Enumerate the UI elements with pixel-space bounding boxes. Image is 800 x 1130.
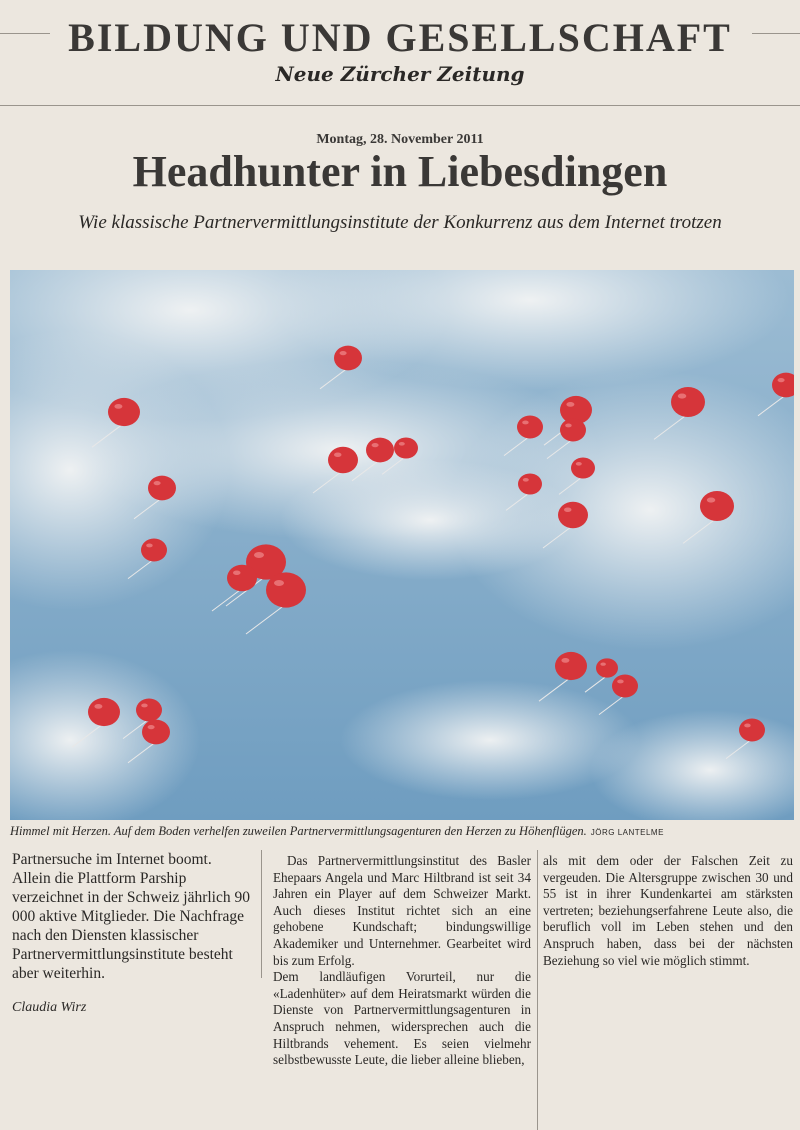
heart-balloon <box>227 565 257 591</box>
heart-balloon <box>88 698 120 726</box>
publication-date: Montag, 28. November 2011 <box>316 132 484 147</box>
heart-balloon <box>394 437 418 458</box>
heart-balloon <box>136 699 162 722</box>
photo-credit: JÖRG LANTELME <box>590 828 664 837</box>
heart-balloon <box>266 572 306 607</box>
section-title: BILDUNG UND GESELLSCHAFT <box>68 15 732 60</box>
photo-illustration <box>10 270 794 820</box>
heart-balloon <box>518 473 542 494</box>
balloon-highlight <box>678 394 687 399</box>
heart-balloon <box>671 387 705 417</box>
balloon-highlight <box>114 404 122 409</box>
heart-balloon <box>142 720 170 745</box>
balloon-highlight <box>94 704 102 709</box>
balloon-highlight <box>576 462 582 466</box>
heart-balloon <box>571 457 595 478</box>
author-byline: Claudia Wirz <box>12 1000 87 1015</box>
heart-balloon <box>739 719 765 742</box>
balloon-highlight <box>744 724 751 728</box>
column-divider-1 <box>261 850 262 978</box>
balloon-highlight <box>399 442 405 446</box>
article-column-2 <box>273 853 531 1069</box>
body-paragraph-3: als mit dem oder der Falschen Zeit zu vergeuden. Die Altersgruppe zwischen 30 und 55 ist in ihrer Kundenkartei am stärksten vertreten; beziehungserfahrene Leute also, die beruflich voll im Leben stehen und den Anspruch haben, dass bei der nächsten Beziehung so viel wie möglich stimmt. <box>543 853 793 968</box>
article-column-3 <box>543 853 793 969</box>
balloon-highlight <box>254 552 264 558</box>
heart-balloon <box>108 398 140 426</box>
balloon-highlight <box>340 351 347 355</box>
heart-balloon <box>148 476 176 501</box>
balloon-highlight <box>778 378 785 382</box>
balloon-highlight <box>334 453 342 458</box>
heart-balloon <box>328 447 358 473</box>
balloon-highlight <box>617 680 624 684</box>
body-paragraph-2: Dem landläufigen Vorurteil, nur die «Ladenhüter» auf dem Heiratsmarkt würden die Dienste von Partnervermittlungsagenturen in Anspruch nehmen, widersprechen auch die Hiltbrands vehement. Es seien vielmehr selbstbewusste Leute, die lieber alleine blieben, <box>273 969 531 1068</box>
heart-balloon <box>596 658 618 677</box>
balloon-highlight <box>141 704 148 708</box>
masthead-rule <box>0 105 800 106</box>
heart-balloon <box>612 675 638 698</box>
balloon-highlight <box>565 424 572 428</box>
balloon-highlight <box>146 544 153 548</box>
photo-caption <box>10 824 794 839</box>
heart-balloon <box>517 416 543 439</box>
teaser-lead: Partnersuche im Internet boomt. Allein die Plattform Parship verzeichnet in der Schweiz jährlich 90 000 aktive Mitglieder. Die Nachfrage nach den Diensten klassischer Partnervermittlungsinstitute besteht aber weiterhin. <box>12 851 250 982</box>
heart-balloon <box>366 438 394 463</box>
balloon-highlight <box>372 443 379 447</box>
balloon-highlight <box>522 421 529 425</box>
heart-balloon <box>700 491 734 521</box>
column-divider-2 <box>537 850 538 1130</box>
body-paragraph-1: Das Partnervermittlungsinstitut des Basler Ehepaars Angela und Marc Hiltbrand ist seit 34 Jahren ein Player auf dem Schweizer Markt. Auch dieses Institut richtet sich an eine gehobene Kundschaft; bindungswillige Akademiker und Unternehmer. Gearbeitet wird bis zum Erfolg. <box>273 853 531 968</box>
heart-balloon <box>558 502 588 528</box>
heart-balloon <box>141 539 167 562</box>
balloon-highlight <box>148 725 155 729</box>
newspaper-masthead: Neue Zürcher Zeitung <box>275 62 525 86</box>
photo-balloons-sky <box>10 270 794 820</box>
headline: Headhunter in Liebesdingen <box>132 147 668 196</box>
balloon-highlight <box>600 663 606 666</box>
heart-balloon <box>555 652 587 680</box>
subheadline: Wie klassische Partnervermittlungsinstitute der Konkurrenz aus dem Internet trotzen <box>78 212 722 233</box>
clouds <box>10 270 794 820</box>
balloon-highlight <box>154 481 161 485</box>
balloon-highlight <box>523 478 529 482</box>
heart-balloon <box>560 419 586 442</box>
balloon-highlight <box>561 658 569 663</box>
balloon-highlight <box>564 508 572 513</box>
heart-balloon <box>334 346 362 371</box>
balloon-highlight <box>707 498 716 503</box>
balloon-highlight <box>233 571 241 576</box>
balloon-highlight <box>566 402 574 407</box>
caption-text: Himmel mit Herzen. Auf dem Boden verhelfen zuweilen Partnervermittlungsagenturen den Herzen zu Höhenflügen. <box>10 824 587 838</box>
balloon-highlight <box>274 580 284 586</box>
